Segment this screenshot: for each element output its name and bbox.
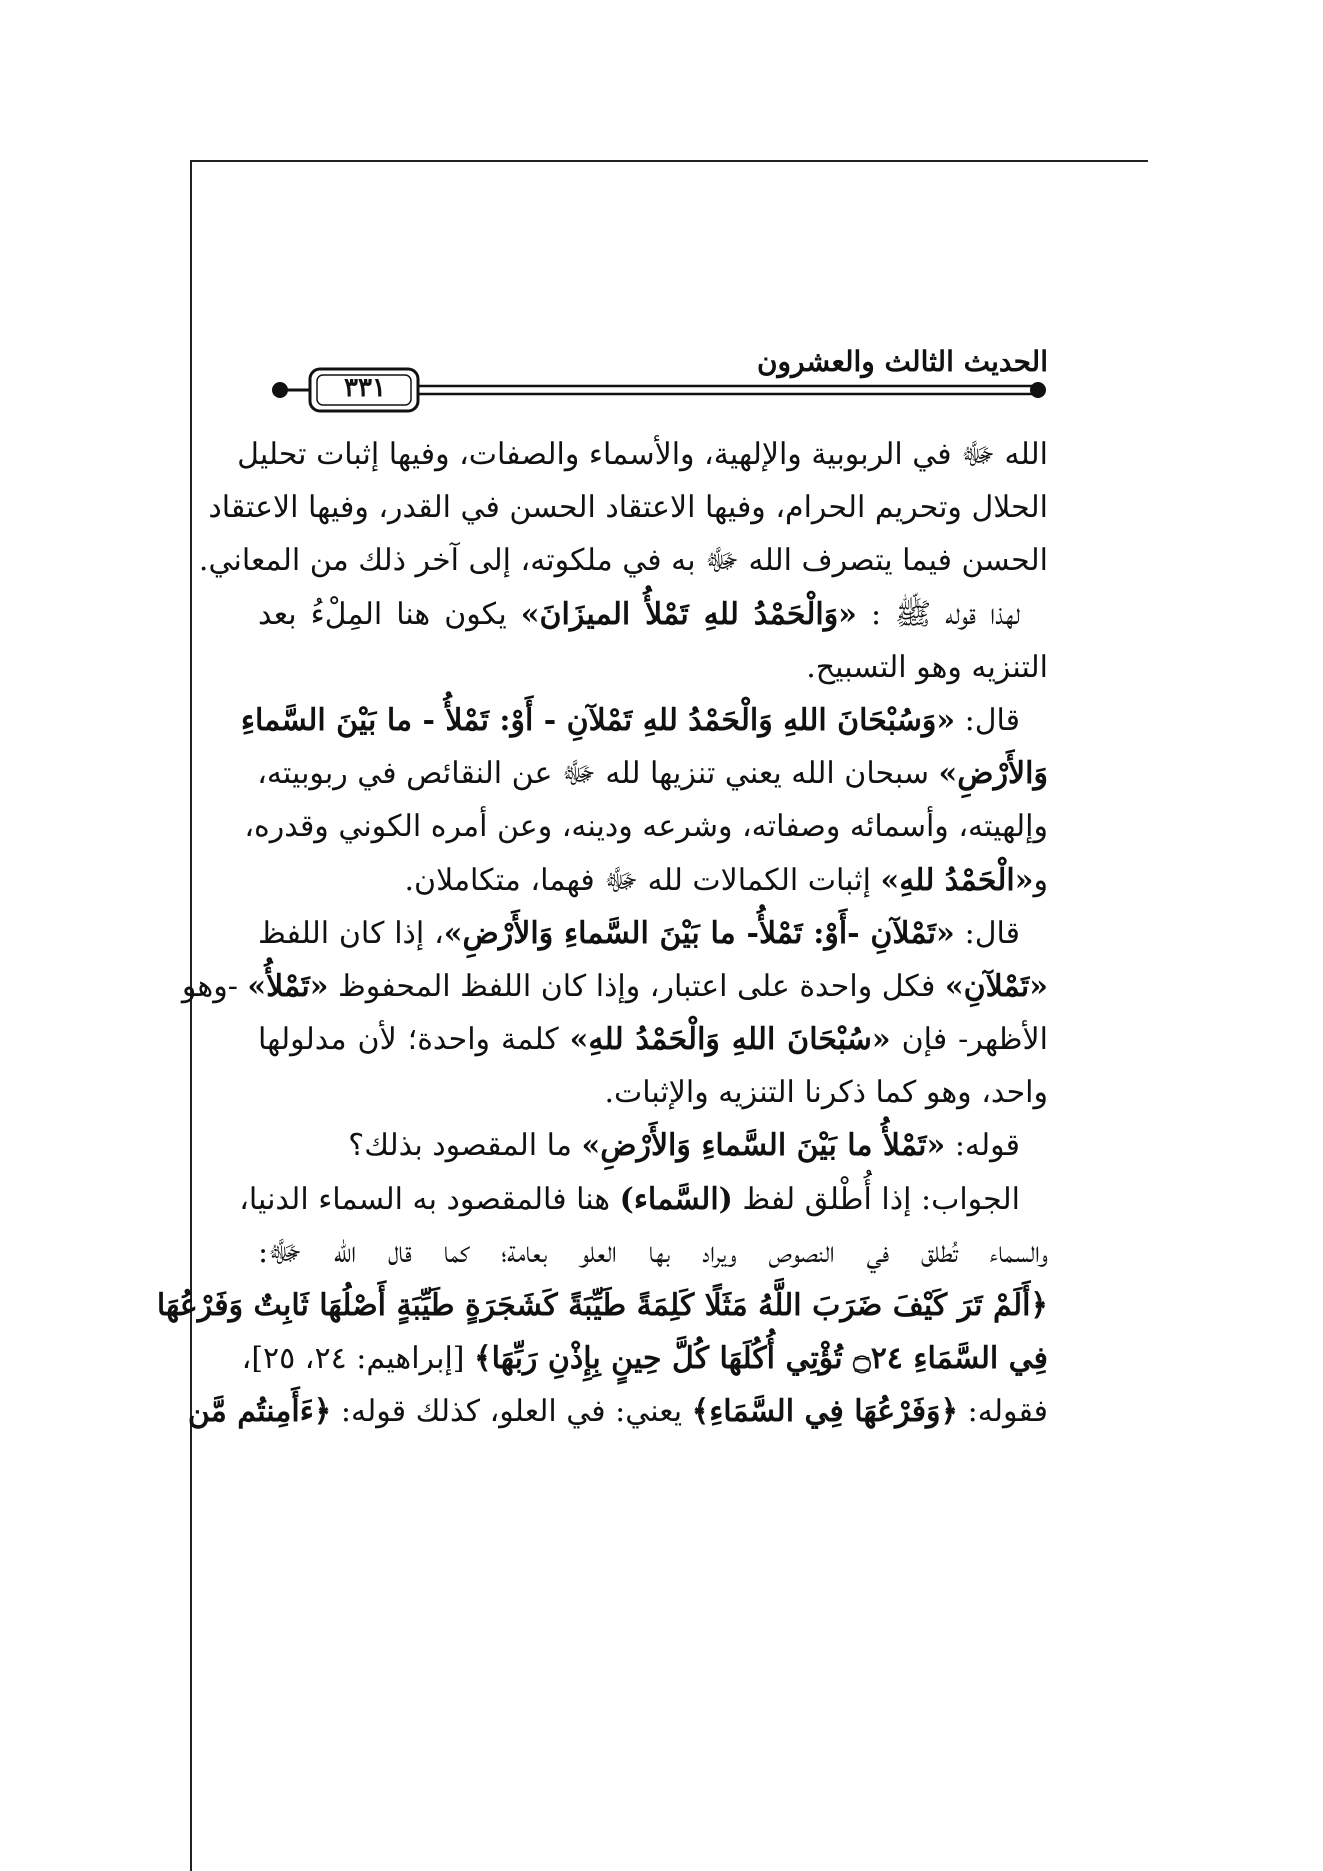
text-line	[258, 907, 1048, 960]
text-run: يعني: في العلو، كذلك قوله:	[331, 1394, 692, 1430]
text-run: الله ﷻ في الربوبية والإلهية، والأسماء والصفات، وفيها إثبات تحليل	[237, 437, 1048, 472]
text-line	[258, 641, 1048, 694]
quoted-text: «وَالْحَمْدُ للهِ تَمْلأُ الميزَانَ»	[520, 596, 857, 632]
text-run: فقوله:	[958, 1394, 1048, 1430]
text-run: وإلهيته، وأسمائه وصفاته، وشرعه ودينه، وعن أمره الكوني وقدره،	[244, 809, 1048, 845]
quoted-text: ﴿وَفَرْعُهَا فِي السَّمَاءِ﴾	[691, 1394, 959, 1430]
quoted-text: «تَمْلآنِ»	[944, 968, 1048, 1004]
text-line	[244, 800, 1048, 853]
text-line	[187, 1385, 1048, 1438]
page-number: ٣٣١	[344, 373, 386, 403]
text-run: -وهو	[181, 968, 248, 1004]
text-run: قال:	[954, 915, 1020, 951]
text-line	[258, 1119, 1048, 1172]
running-header	[270, 345, 1048, 415]
text-run: الأظهر- فإن	[890, 1022, 1048, 1058]
text-run: الحسن فيما يتصرف الله ﷻ به في ملكوته، إلى آخر ذلك من المعاني.	[198, 543, 1048, 579]
quoted-text: ﴿ءَأَمِنتُم مَّن	[187, 1394, 332, 1430]
text-run: الحلال وتحريم الحرام، وفيها الاعتقاد الحسن في القدر، وفيها الاعتقاد	[208, 490, 1048, 526]
text-run: هنا فالمقصود به السماء الدنيا،	[239, 1181, 620, 1217]
quoted-text: «وَسُبْحَانَ اللهِ وَالْحَمْدُ للهِ تَمْلآنِ - أَوْ: تَمْلأُ - ما بَيْنَ السَّماءِ	[240, 702, 956, 738]
quoted-text: «تَمْلأُ»	[247, 968, 329, 1004]
text-line	[198, 534, 1048, 587]
text-run: ما المقصود بذلك؟	[348, 1128, 582, 1164]
text-run: قال:	[955, 702, 1020, 738]
text-line	[208, 481, 1048, 534]
text-line	[258, 747, 1048, 800]
text-line	[240, 694, 1048, 747]
quoted-text: ﴿أَلَمْ تَرَ كَيْفَ ضَرَبَ اللَّهُ مَثَلًا كَلِمَةً طَيِّبَةً كَشَجَرَةٍ طَيِّبَةٍ أَصْلُهَا ثَابِتٌ وَفَرْعُهَا	[156, 1288, 1048, 1323]
text-run: الجواب: إذا أُطْلق لفظ	[732, 1181, 1020, 1217]
quoted-text: «تَمْلأُ ما بَيْنَ السَّماءِ وَالأَرْضِ»	[581, 1128, 946, 1164]
text-line	[181, 960, 1048, 1013]
text-line	[258, 854, 1048, 907]
text-line	[239, 1173, 1048, 1226]
text-line	[258, 1226, 1048, 1279]
crop-mark-top	[190, 160, 1148, 162]
text-line	[258, 1066, 1048, 1119]
quoted-text: (السَّماء)	[619, 1181, 733, 1217]
text-run: لهذا قوله ﷺ :	[856, 596, 1021, 632]
text-line	[241, 1332, 1048, 1385]
text-run: يكون هنا المِلْءُ بعد	[258, 596, 521, 632]
crop-mark-left	[190, 160, 192, 1871]
text-run: و	[1033, 862, 1048, 898]
text-run: والسماء تُطلق في النصوص ويراد بها العلو بعامة؛ كما قال الله ﷻ:	[258, 1234, 1048, 1270]
chapter-title: الحديث الثالث والعشرون	[756, 345, 1048, 378]
text-run: سبحان الله يعني تنزيها لله ﷻ عن النقائص في ربوبيته،	[257, 756, 939, 792]
quoted-text: «تَمْلآنِ -أَوْ: تَمْلأُ- ما بَيْنَ السَّماءِ وَالأَرْضِ»	[443, 915, 955, 951]
text-run: التنزيه وهو التسبيح.	[806, 649, 1048, 685]
text-line	[258, 588, 1048, 641]
quoted-text: فِي السَّمَاءِ ۝٢٤ تُؤْتِي أُكُلَهَا كُلَّ حِينٍ بِإِذْنِ رَبِّهَا﴾	[474, 1341, 1048, 1377]
quoted-text: «سُبْحَانَ اللهِ وَالْحَمْدُ للهِ»	[569, 1022, 891, 1058]
text-run: فكل واحدة على اعتبار، وإذا كان اللفظ المحفوظ	[328, 968, 945, 1004]
quoted-text: «الْحَمْدُ للهِ»	[880, 862, 1034, 898]
text-line	[258, 1013, 1048, 1066]
text-run: إثبات الكمالات لله ﷻ فهما، متكاملان.	[404, 862, 881, 898]
page-body-text	[156, 428, 1048, 1439]
text-line	[237, 428, 1048, 481]
text-run: واحد، وهو كما ذكرنا التنزيه والإثبات.	[604, 1075, 1048, 1111]
text-run: كلمة واحدة؛ لأن مدلولها	[258, 1022, 570, 1058]
text-run: [إبراهيم: ٢٤، ٢٥]،	[241, 1341, 475, 1377]
text-run: ، إذا كان اللفظ	[258, 915, 444, 951]
text-line	[156, 1279, 1048, 1332]
quoted-text: وَالأَرْضِ»	[938, 756, 1048, 792]
text-run: قوله:	[945, 1128, 1020, 1164]
